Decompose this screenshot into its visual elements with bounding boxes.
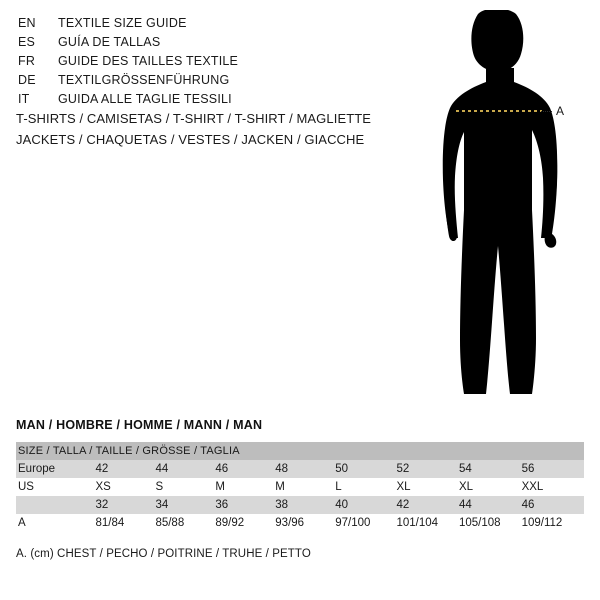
row-label: A: [16, 514, 96, 532]
table-cell: 81/84: [96, 514, 156, 532]
table-cell: 34: [155, 496, 215, 514]
table-row: [16, 496, 584, 514]
table-cell: 40: [335, 496, 396, 514]
table-cell: 56: [522, 460, 584, 478]
table-cell: 36: [215, 496, 275, 514]
table-cell: 105/108: [459, 514, 522, 532]
measure-label-a: A: [556, 104, 565, 118]
language-code: FR: [18, 54, 36, 68]
garment-category-list: [16, 111, 416, 153]
table-cell: 52: [396, 460, 459, 478]
measure-leader-line: [541, 111, 552, 112]
language-title-list: [18, 16, 378, 111]
table-cell: 50: [335, 460, 396, 478]
table-cell: S: [155, 478, 215, 496]
table-cell: XL: [396, 478, 459, 496]
row-label: US: [16, 478, 96, 496]
chest-measurement-footnote: A. (cm) CHEST / PECHO / POITRINE / TRUHE / PETTO: [16, 548, 311, 560]
size-table: [16, 442, 584, 532]
table-cell: 85/88: [155, 514, 215, 532]
table-cell: L: [335, 478, 396, 496]
table-cell: 46: [522, 496, 584, 514]
table-cell: XXL: [522, 478, 584, 496]
table-cell: 44: [155, 460, 215, 478]
language-row: [18, 54, 378, 73]
table-header-row: [16, 442, 584, 460]
table-cell: 93/96: [275, 514, 335, 532]
table-cell: XS: [96, 478, 156, 496]
category-tshirts: T-SHIRTS / CAMISETAS / T-SHIRT / T-SHIRT / MAGLIETTE: [16, 111, 372, 126]
language-row: [18, 92, 378, 111]
language-row: [18, 35, 378, 54]
table-cell: 42: [396, 496, 459, 514]
table-header-label: SIZE / TALLA / TAILLE / GRÖSSE / TAGLIA: [16, 442, 584, 460]
table-cell: 48: [275, 460, 335, 478]
language-title: GUÍA DE TALLAS: [58, 35, 161, 49]
language-code: EN: [18, 16, 36, 30]
table-row: [16, 460, 584, 478]
category-jackets: JACKETS / CHAQUETAS / VESTES / JACKEN / GIACCHE: [16, 132, 365, 147]
table-cell: 97/100: [335, 514, 396, 532]
table-cell: 46: [215, 460, 275, 478]
table-cell: 32: [96, 496, 156, 514]
table-cell: XL: [459, 478, 522, 496]
table-row: [16, 478, 584, 496]
male-silhouette-illustration: [400, 10, 600, 410]
language-title: TEXTILGRÖSSENFÜHRUNG: [58, 73, 230, 87]
table-cell: 109/112: [522, 514, 584, 532]
table-cell: M: [215, 478, 275, 496]
gender-heading: MAN / HOMBRE / HOMME / MANN / MAN: [16, 418, 263, 432]
row-label: [16, 496, 96, 514]
table-cell: 42: [96, 460, 156, 478]
language-code: IT: [18, 92, 30, 106]
table-cell: M: [275, 478, 335, 496]
language-code: DE: [18, 73, 36, 87]
table-cell: 38: [275, 496, 335, 514]
table-cell: 54: [459, 460, 522, 478]
table-cell: 101/104: [396, 514, 459, 532]
row-label: Europe: [16, 460, 96, 478]
table-row: [16, 514, 584, 532]
language-row: [18, 16, 378, 35]
language-row: [18, 73, 378, 92]
language-title: GUIDA ALLE TAGLIE TESSILI: [58, 92, 232, 106]
language-title: GUIDE DES TAILLES TEXTILE: [58, 54, 239, 68]
table-cell: 44: [459, 496, 522, 514]
table-cell: 89/92: [215, 514, 275, 532]
language-title: TEXTILE SIZE GUIDE: [58, 16, 187, 30]
language-code: ES: [18, 35, 36, 49]
